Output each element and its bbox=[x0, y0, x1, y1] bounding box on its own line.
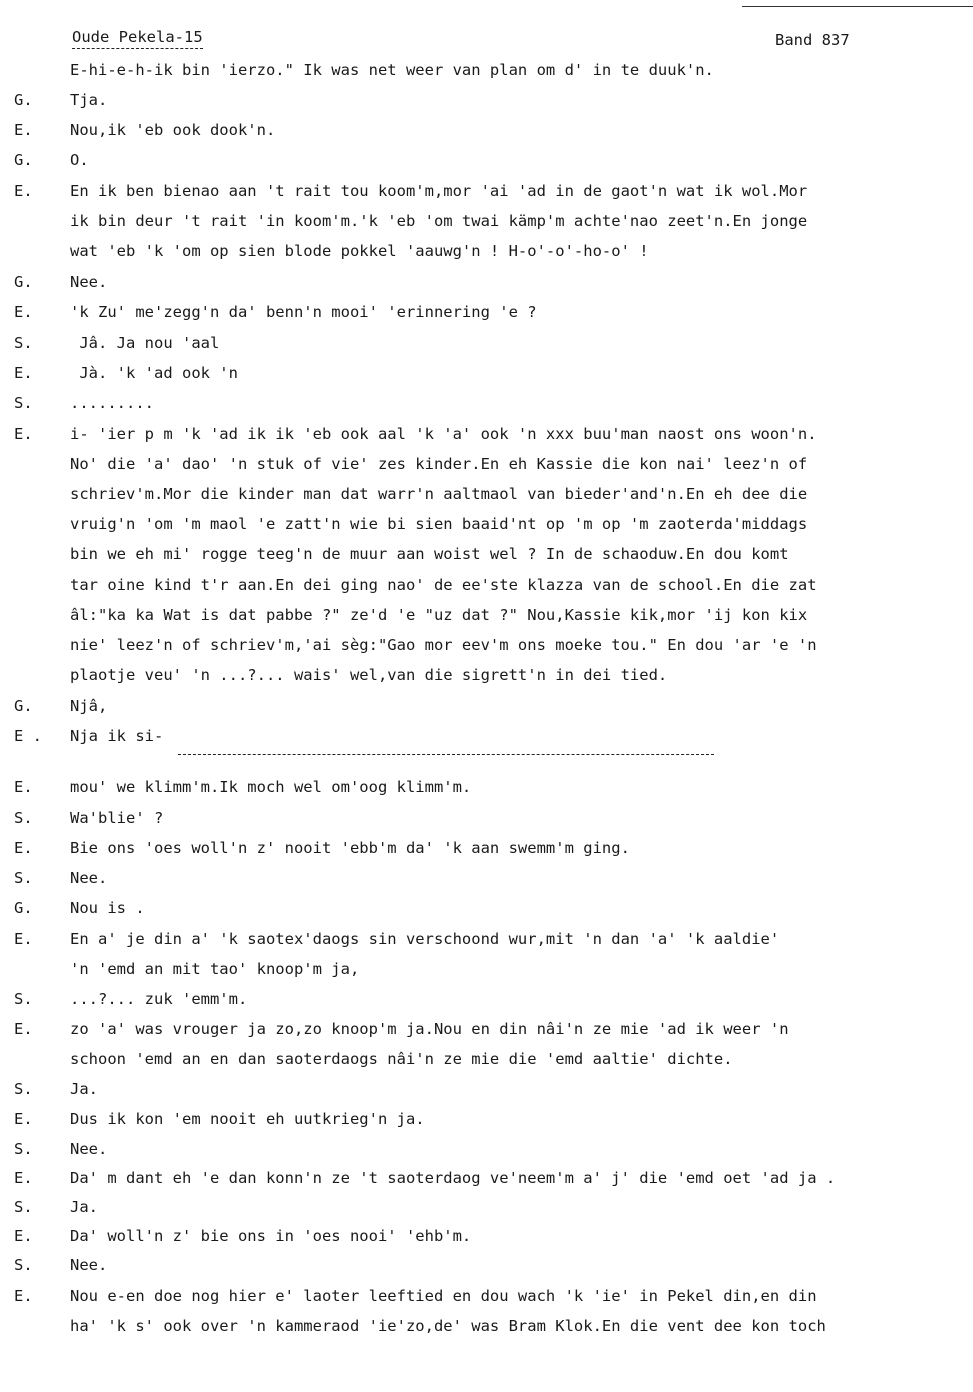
utterance-text: Tja. bbox=[70, 91, 108, 109]
speaker-label: G. bbox=[14, 899, 33, 917]
utterance-text: ......... bbox=[70, 394, 154, 412]
speaker-label: S. bbox=[14, 394, 33, 412]
utterance-text: Ja. bbox=[70, 1080, 98, 1098]
speaker-label: E. bbox=[14, 930, 33, 948]
utterance-text: tar oine kind t'r aan.En dei ging nao' de ee'ste klazza van de school.En die zat bbox=[70, 576, 817, 594]
utterance-text: schriev'm.Mor die kinder man dat warr'n aaltmaol van bieder'and'n.En eh dee die bbox=[70, 485, 808, 503]
utterance-text: Bie ons 'oes woll'n z' nooit 'ebb'm da' 'k aan swemm'm ging. bbox=[70, 839, 630, 857]
utterance-text: Dus ik kon 'em nooit eh uutkrieg'n ja. bbox=[70, 1110, 425, 1128]
utterance-text: ...?... zuk 'emm'm. bbox=[70, 990, 248, 1008]
utterance-text: plaotje veu' 'n ...?... wais' wel,van die sigrett'n in dei tied. bbox=[70, 666, 668, 684]
utterance-text: Da' woll'n z' bie ons in 'oes nooi' 'ehb'm. bbox=[70, 1227, 472, 1245]
speaker-label: E. bbox=[14, 182, 33, 200]
document-title: Oude Pekela-15 bbox=[72, 28, 203, 46]
speaker-label: S. bbox=[14, 869, 33, 887]
utterance-text: Nee. bbox=[70, 273, 108, 291]
speaker-label: S. bbox=[14, 1198, 33, 1216]
utterance-text: Nee. bbox=[70, 869, 108, 887]
band-number: Band 837 bbox=[775, 31, 850, 49]
utterance-text: E-hi-e-h-ik bin 'ierzo." Ik was net weer van plan om d' in te duuk'n. bbox=[70, 61, 714, 79]
utterance-text: Nou e-en doe nog hier e' laoter leeftied en dou wach 'k 'ie' in Pekel din,en din bbox=[70, 1287, 817, 1305]
utterance-text: Wa'blie' ? bbox=[70, 809, 164, 827]
utterance-text: Da' m dant eh 'e dan konn'n ze 't saoterdaog ve'neem'm a' j' die 'emd oet 'ad ja . bbox=[70, 1169, 836, 1187]
utterance-text: En a' je din a' 'k saotex'daogs sin verschoond wur,mit 'n dan 'a' 'k aaldie' bbox=[70, 930, 780, 948]
speaker-label: S. bbox=[14, 334, 33, 352]
speaker-label: S. bbox=[14, 1256, 33, 1274]
speaker-label: E. bbox=[14, 425, 33, 443]
utterance-text: Nou,ik 'eb ook dook'n. bbox=[70, 121, 276, 139]
speaker-label: E. bbox=[14, 1227, 33, 1245]
utterance-text: Nja ik si- bbox=[70, 727, 164, 745]
utterance-text: 'n 'emd an mit tao' knoop'm ja, bbox=[70, 960, 360, 978]
top-rule bbox=[742, 6, 973, 7]
utterance-text: vruig'n 'om 'm maol 'e zatt'n wie bi sien baaid'nt op 'm op 'm zaoterda'middags bbox=[70, 515, 808, 533]
utterance-text: Nou is . bbox=[70, 899, 145, 917]
utterance-text: i- 'ier p m 'k 'ad ik ik 'eb ook aal 'k 'a' ook 'n xxx buu'man naost ons woon'n. bbox=[70, 425, 817, 443]
utterance-text: bin we eh mi' rogge teeg'n de muur aan woist wel ? In de schaoduw.En dou komt bbox=[70, 545, 789, 563]
speaker-label: S. bbox=[14, 990, 33, 1008]
utterance-text: En ik ben bienao aan 't rait tou koom'm,mor 'ai 'ad in de gaot'n wat ik wol.Mor bbox=[70, 182, 808, 200]
utterance-text: wat 'eb 'k 'om op sien blode pokkel 'aauwg'n ! H-o'-o'-ho-o' ! bbox=[70, 242, 649, 260]
speaker-label: G. bbox=[14, 273, 33, 291]
utterance-text: Nee. bbox=[70, 1256, 108, 1274]
utterance-text: O. bbox=[70, 151, 89, 169]
utterance-text: zo 'a' was vrouger ja zo,zo knoop'm ja.Nou en din nâi'n ze mie 'ad ik weer 'n bbox=[70, 1020, 789, 1038]
speaker-label: E. bbox=[14, 364, 33, 382]
speaker-label: E. bbox=[14, 121, 33, 139]
speaker-label: E. bbox=[14, 1169, 33, 1187]
utterance-text: Nee. bbox=[70, 1140, 108, 1158]
speaker-label: E. bbox=[14, 778, 33, 796]
speaker-label: E. bbox=[14, 839, 33, 857]
speaker-label: E. bbox=[14, 1110, 33, 1128]
utterance-text: Jà. 'k 'ad ook 'n bbox=[70, 364, 238, 382]
utterance-text: ha' 'k s' ook over 'n kammeraod 'ie'zo,de' was Bram Klok.En die vent dee kon toch bbox=[70, 1317, 826, 1335]
speaker-label: G. bbox=[14, 697, 33, 715]
speaker-label: E . bbox=[14, 727, 42, 745]
section-separator bbox=[178, 754, 714, 755]
speaker-label: S. bbox=[14, 809, 33, 827]
speaker-label: E. bbox=[14, 303, 33, 321]
utterance-text: âl:"ka ka Wat is dat pabbe ?" ze'd 'e "uz dat ?" Nou,Kassie kik,mor 'ij kon kix bbox=[70, 606, 808, 624]
utterance-text: Jâ. Ja nou 'aal bbox=[70, 334, 220, 352]
speaker-label: S. bbox=[14, 1140, 33, 1158]
utterance-text: 'k Zu' me'zegg'n da' benn'n mooi' 'erinnering 'e ? bbox=[70, 303, 537, 321]
utterance-text: Ja. bbox=[70, 1198, 98, 1216]
utterance-text: No' die 'a' dao' 'n stuk of vie' zes kinder.En eh Kassie die kon nai' leez'n of bbox=[70, 455, 808, 473]
speaker-label: S. bbox=[14, 1080, 33, 1098]
utterance-text: mou' we klimm'm.Ik moch wel om'oog klimm'm. bbox=[70, 778, 472, 796]
utterance-text: ik bin deur 't rait 'in koom'm.'k 'eb 'om twai kämp'm achte'nao zeet'n.En jonge bbox=[70, 212, 808, 230]
speaker-label: G. bbox=[14, 151, 33, 169]
speaker-label: E. bbox=[14, 1287, 33, 1305]
utterance-text: schoon 'emd an en dan saoterdaogs nâi'n ze mie die 'emd aaltie' dichte. bbox=[70, 1050, 733, 1068]
speaker-label: E. bbox=[14, 1020, 33, 1038]
utterance-text: nie' leez'n of schriev'm,'ai sèg:"Gao mor eev'm ons moeke tou." En dou 'ar 'e 'n bbox=[70, 636, 817, 654]
utterance-text: Njâ, bbox=[70, 697, 108, 715]
speaker-label: G. bbox=[14, 91, 33, 109]
